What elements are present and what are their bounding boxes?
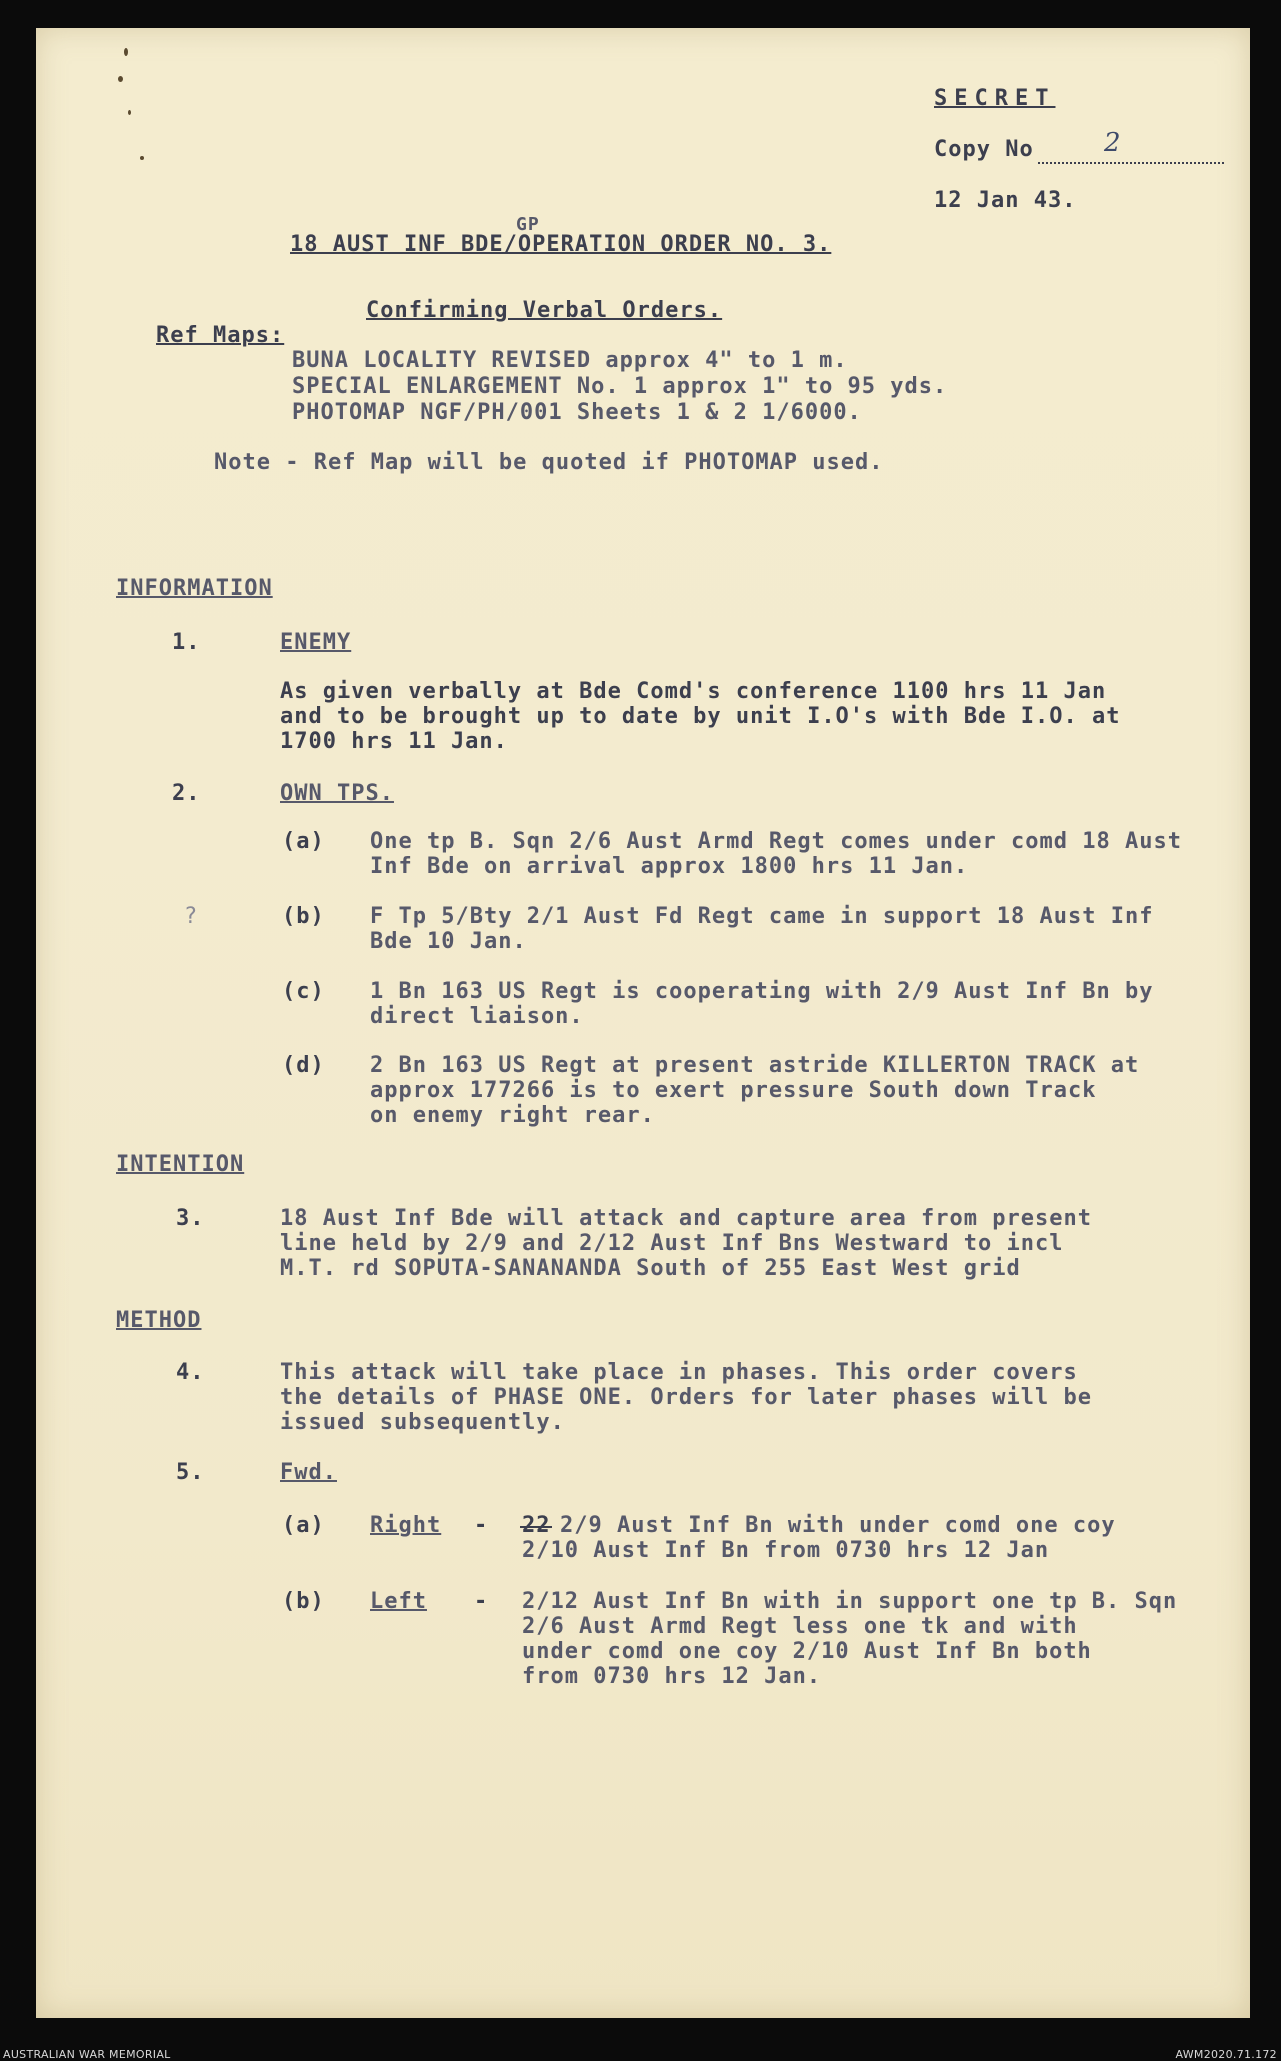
copy-number-handwritten: 2 (1104, 128, 1121, 158)
item-line: F Tp 5/Bty 2/1 Aust Fd Regt came in support 18 Aust Inf (370, 904, 1154, 929)
paper-speck (140, 156, 144, 160)
footer-archive-name: AUSTRALIAN WAR MEMORIAL (3, 2048, 171, 2061)
item-label: (a) (282, 829, 325, 854)
item-side-right: Right (370, 1513, 442, 1538)
paragraph-line: the details of PHASE ONE. Orders for later phases will be (280, 1385, 1092, 1410)
paragraph-line: As given verbally at Bde Comd's conference 1100 hrs 11 Jan (280, 679, 1107, 704)
footer-accession-number: AWM2020.71.172 (1175, 2048, 1277, 2061)
ref-map-line: SPECIAL ENLARGEMENT No. 1 approx 1" to 95 yds. (292, 374, 948, 399)
paragraph-number: 4. (176, 1360, 205, 1385)
item-line: 2/10 Aust Inf Bn from 0730 hrs 12 Jan (522, 1538, 1050, 1563)
paragraph-heading-enemy: ENEMY (280, 630, 352, 655)
security-classification: SECRET (934, 86, 1056, 111)
section-heading-method: METHOD (116, 1308, 202, 1333)
item-line: One tp B. Sqn 2/6 Aust Armd Regt comes under comd 18 Aust (370, 829, 1182, 854)
item-line: under comd one coy 2/10 Aust Inf Bn both (522, 1639, 1092, 1664)
order-title: 18 AUST INF BDE/OPERATION ORDER NO. 3. (290, 232, 832, 257)
paragraph-number: 2. (172, 781, 201, 806)
paragraph-line: 1700 hrs 11 Jan. (280, 729, 508, 754)
section-heading-information: INFORMATION (116, 576, 273, 601)
item-label: (d) (282, 1053, 325, 1078)
ref-maps-label: Ref Maps: (156, 323, 285, 348)
ref-maps-note: Note - Ref Map will be quoted if PHOTOMAP used. (214, 450, 884, 475)
item-line: on enemy right rear. (370, 1103, 655, 1128)
item-line: direct liaison. (370, 1004, 584, 1029)
gp-mark: GP (516, 214, 540, 235)
item-dash: - (474, 1589, 489, 1614)
item-line: 2/12 Aust Inf Bn with in support one tp B. Sqn (522, 1589, 1178, 1614)
copy-number-label: Copy No (934, 137, 1034, 162)
paper-speck (128, 110, 131, 115)
paragraph-number: 1. (172, 630, 201, 655)
paragraph-line: M.T. rd SOPUTA-SANANANDA South of 255 East West grid (280, 1256, 1021, 1281)
strike-through (520, 1526, 552, 1528)
order-subtitle: Confirming Verbal Orders. (366, 298, 723, 323)
item-label: (b) (282, 904, 325, 929)
paragraph-heading-fwd: Fwd. (280, 1460, 337, 1485)
item-line: Inf Bde on arrival approx 1800 hrs 11 Jan. (370, 854, 969, 879)
paper-speck (118, 76, 123, 82)
order-date: 12 Jan 43. (934, 188, 1077, 213)
paper-speck (124, 48, 128, 56)
ref-map-line: BUNA LOCALITY REVISED approx 4" to 1 m. (292, 348, 848, 373)
struck-text: 22 (522, 1513, 551, 1538)
copy-number-line (1038, 162, 1224, 164)
item-line: Bde 10 Jan. (370, 929, 527, 954)
paragraph-line: issued subsequently. (280, 1410, 565, 1435)
item-side-left: Left (370, 1589, 427, 1614)
item-line: approx 177266 is to exert pressure South down Track (370, 1078, 1097, 1103)
section-heading-intention: INTENTION (116, 1152, 245, 1177)
margin-question-mark: ? (184, 904, 199, 929)
paragraph-heading-own-tps: OWN TPS. (280, 781, 394, 806)
item-line: 2 Bn 163 US Regt at present astride KILLERTON TRACK at (370, 1053, 1140, 1078)
item-label: (c) (282, 979, 325, 1004)
paragraph-line: 18 Aust Inf Bde will attack and capture area from present (280, 1206, 1092, 1231)
paragraph-line: This attack will take place in phases. This order covers (280, 1360, 1078, 1385)
paragraph-line: line held by 2/9 and 2/12 Aust Inf Bns Westward to incl (280, 1231, 1064, 1256)
item-label: (a) (282, 1513, 325, 1538)
item-label: (b) (282, 1589, 325, 1614)
item-line: 2/9 Aust Inf Bn with under comd one coy (560, 1513, 1116, 1538)
item-line: from 0730 hrs 12 Jan. (522, 1664, 822, 1689)
item-dash: - (474, 1513, 489, 1538)
paragraph-number: 3. (176, 1206, 205, 1231)
paragraph-line: and to be brought up to date by unit I.O's with Bde I.O. at (280, 704, 1121, 729)
item-line: 1 Bn 163 US Regt is cooperating with 2/9 Aust Inf Bn by (370, 979, 1154, 1004)
ref-map-line: PHOTOMAP NGF/PH/001 Sheets 1 & 2 1/6000. (292, 400, 862, 425)
paragraph-number: 5. (176, 1460, 205, 1485)
item-line: 2/6 Aust Armd Regt less one tk and with (522, 1614, 1078, 1639)
